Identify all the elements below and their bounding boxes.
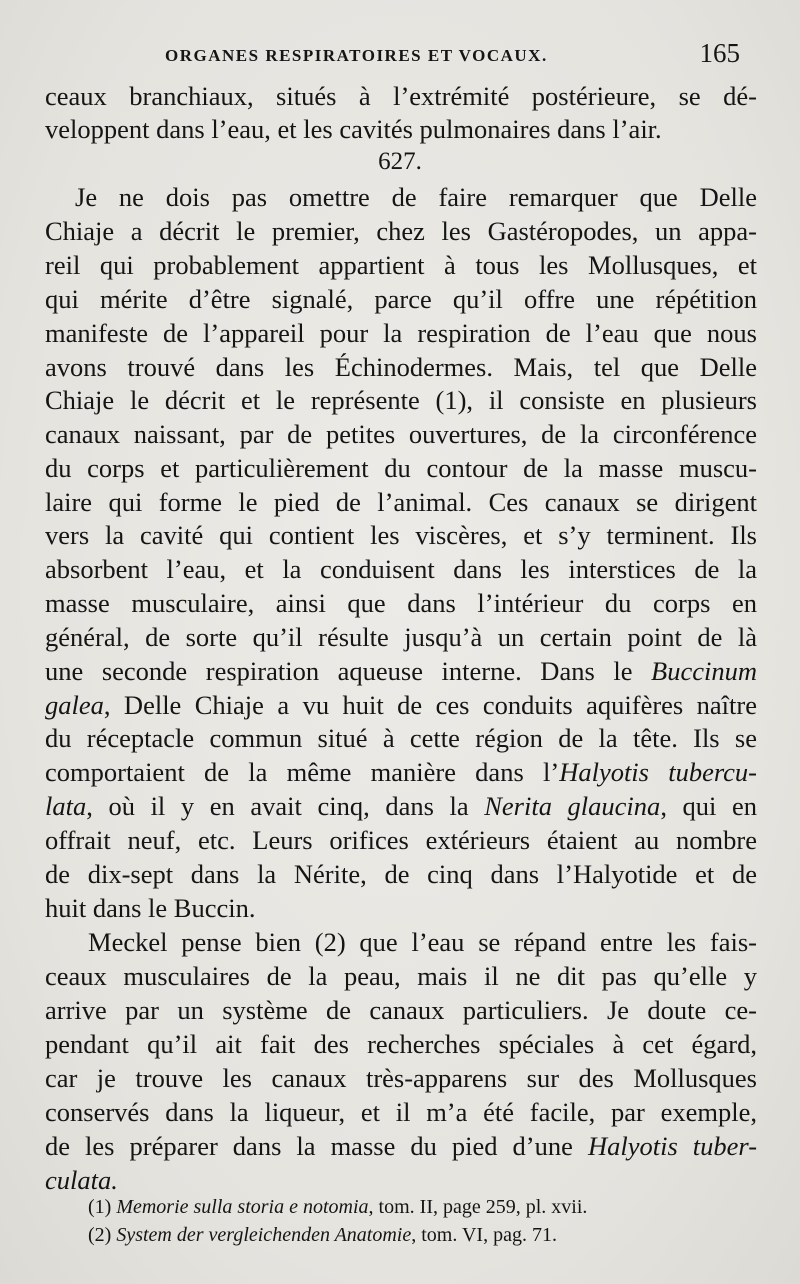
text-line: manifeste de l’appareil pour la respiration de l’eau que nous	[45, 318, 757, 348]
text-line	[45, 1163, 757, 1197]
text-line: masse musculaire, ainsi que dans l’intérieur du corps en	[45, 588, 757, 618]
text-line	[45, 789, 757, 823]
footnote-text: , tom. II, page 259, pl. xvii.	[368, 1196, 588, 1218]
text-line: vers la cavité qui contient les viscères, et s’y terminent. Ils	[45, 520, 757, 550]
footnote-marker: (1)	[88, 1196, 112, 1218]
footnote-marker: (2)	[88, 1224, 112, 1246]
footnote-text: , tom. VI, pag. 71.	[411, 1224, 557, 1246]
footnote	[88, 1224, 557, 1247]
text-line: ceaux branchiaux, situés à l’extrémité postérieure, se dé-	[45, 81, 757, 111]
italic-term: galea	[45, 690, 104, 720]
text-segment: , Delle Chiaje a vu huit de ces conduits aquifères naître	[103, 690, 757, 720]
italic-term: Buccinum	[651, 656, 758, 686]
text-line: arrive par un système de canaux particuliers. Je doute ce-	[45, 995, 757, 1025]
text-line: ceaux musculaires de la peau, mais il ne dit pas qu’elle y	[45, 961, 757, 991]
text-line: du réceptacle commun situé à cette région de la tête. Ils se	[45, 723, 757, 753]
text-line: offrait neuf, etc. Leurs orifices extérieurs étaient au nombre	[45, 825, 757, 855]
text-line: qui mérite d’être signalé, parce qu’il offre une répétition	[45, 284, 757, 314]
text-line	[45, 1129, 757, 1163]
footnote-title: Memorie sulla storia e notomia	[116, 1196, 369, 1218]
running-title: ORGANES RESPIRATOIRES ET VOCAUX.	[165, 46, 548, 65]
text-line: pendant qu’il ait fait des recherches spéciales à cet égard,	[45, 1029, 757, 1059]
text-line: veloppent dans l’eau, et les cavités pulmonaires dans l’air.	[45, 114, 662, 144]
text-segment: une seconde respiration aqueuse interne. Dans le	[45, 656, 633, 686]
text-line: avons trouvé dans les Échinodermes. Mais, tel que Delle	[45, 352, 757, 382]
italic-term: culata.	[45, 1165, 118, 1195]
running-head	[165, 40, 740, 74]
text-line: général, de sorte qu’il résulte jusqu’à un certain point de là	[45, 622, 757, 652]
text-line: absorbent l’eau, et la conduisent dans les interstices de la	[45, 554, 757, 584]
italic-term: Nerita glaucina	[484, 791, 661, 821]
text-line: Meckel pense bien (2) que l’eau se répand entre les fais-	[88, 927, 757, 957]
text-segment: , qui en	[660, 791, 758, 821]
text-line: reil qui probablement appartient à tous les Mollusques, et	[45, 250, 757, 280]
text-line: Je ne dois pas omettre de faire remarquer que Delle	[75, 182, 757, 212]
text-line	[45, 755, 757, 789]
page-number: 165	[699, 38, 740, 68]
text-line: huit dans le Buccin.	[45, 893, 256, 923]
text-segment: comportaient de la même manière dans l’	[45, 757, 560, 787]
section-number: 627.	[378, 148, 422, 175]
italic-term: lata	[45, 791, 87, 821]
footnote	[88, 1196, 587, 1219]
text-line: canaux naissant, par de petites ouvertures, de la circonférence	[45, 419, 757, 449]
italic-term: Halyotis tubercu-	[559, 757, 758, 787]
text-line: conservés dans la liqueur, et il m’a été facile, par exemple,	[45, 1097, 757, 1127]
text-segment: de les préparer dans la masse du pied d’une	[45, 1131, 573, 1161]
text-line: du corps et particulièrement du contour de la masse muscu-	[45, 453, 757, 483]
text-line	[45, 688, 757, 722]
text-line: de dix-sept dans la Nérite, de cinq dans l’Halyotide et de	[45, 859, 757, 889]
text-line: Chiaje a décrit le premier, chez les Gastéropodes, un appa-	[45, 216, 757, 246]
text-line: laire qui forme le pied de l’animal. Ces canaux se dirigent	[45, 487, 757, 517]
italic-term: Halyotis tuber-	[587, 1131, 758, 1161]
footnote-title: System der vergleichenden Anatomie	[116, 1224, 412, 1246]
text-line: Chiaje le décrit et le représente (1), il consiste en plusieurs	[45, 385, 757, 415]
text-line	[45, 654, 757, 688]
text-segment: , où il y en avait cinq, dans la	[86, 791, 469, 821]
text-line: car je trouve les canaux très-apparens sur des Mollusques	[45, 1063, 757, 1093]
